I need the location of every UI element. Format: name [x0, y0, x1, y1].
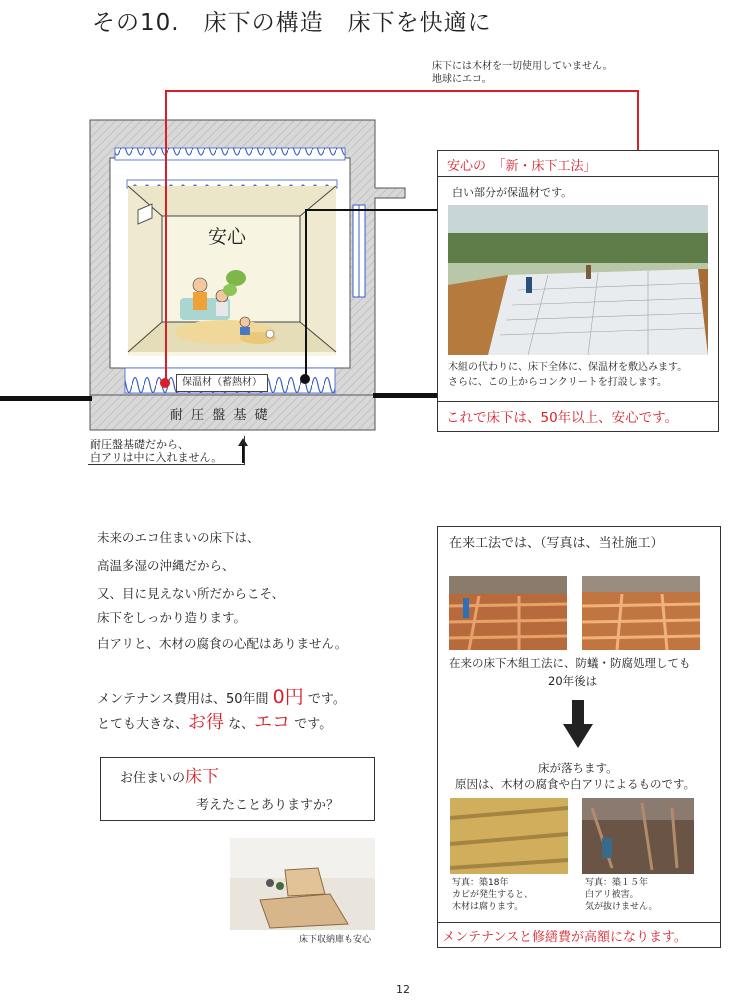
eco-line [97, 708, 332, 734]
construction-photo [448, 205, 708, 355]
damage-photo-2 [582, 798, 694, 874]
eco-prefix: とても大きな、 [97, 717, 189, 732]
foundation-label: 耐 圧 盤 基 礎 [170, 408, 270, 423]
bottom-note-line2: 白アリは中に入れません。 [90, 451, 223, 464]
damage-caption-a-line2: カビが発生すると、 [452, 890, 534, 900]
old-method-result-line1: 床が落ちます。 [538, 761, 618, 775]
old-method-footer: メンテナンスと修繕費が高額になります。 [442, 930, 687, 945]
text-line-1: 未来のエコ住まいの床下は、 [97, 530, 260, 545]
question-highlight: 床下 [185, 767, 220, 787]
question-prefix: お住まいの [120, 771, 186, 786]
old-photo-2 [582, 576, 700, 650]
footer-divider [437, 401, 719, 402]
old-method-desc-line2: 20年後は [548, 674, 598, 688]
down-arrow-icon [563, 724, 593, 748]
maintenance-prefix: メンテナンス費用は、50年間 [97, 692, 273, 707]
new-method-desc-line1: 木組の代わりに、床下全体に、保温材を敷込みます。 [448, 362, 688, 373]
new-method-footer: これで床下は、50年以上、安心です。 [446, 410, 679, 426]
house-section-diagram [0, 100, 430, 445]
red-connector-top [165, 90, 639, 92]
damage-caption-a-line3: 木材は腐ります。 [452, 902, 524, 912]
question-line1 [120, 762, 219, 787]
maintenance-highlight: 0円 [272, 686, 304, 708]
new-method-photo-caption: 白い部分が保温材です。 [452, 186, 573, 199]
room-label: 安心 [208, 226, 247, 248]
damage-caption-b-line2: 白アリ被害。 [585, 890, 639, 900]
storage-photo [230, 838, 375, 930]
old-method-desc-line1: 在来の床下木組工法に、防蟻・防腐処理しても [449, 656, 691, 670]
maintenance-line [97, 682, 346, 709]
damage-photo-1 [450, 798, 568, 874]
old-method-heading: 在来工法では、（写真は、当社施工） [449, 536, 664, 551]
text-line-2: 高温多湿の沖縄だから、 [97, 558, 235, 573]
text-line-3: 又、目に見えない所だからこそ、 [97, 586, 285, 601]
old-method-result-line2: 原因は、木材の腐食や白アリによるものです。 [455, 777, 696, 791]
question-line2: 考えたことありますか？ [196, 798, 340, 813]
new-method-heading: 安心の 「新・床下工法」 [447, 159, 597, 174]
page-number: 12 [396, 983, 410, 996]
new-method-desc-line2: さらに、この上からコンクリートを打設します。 [448, 377, 667, 388]
top-note-line1: 床下には木材を一切使用していません。 [432, 61, 613, 72]
black-dot-left [300, 374, 310, 384]
bottom-note-line1: 耐圧盤基礎だから、 [90, 438, 189, 451]
page-title: その10. 床下の構造 床下を快適に [92, 10, 492, 36]
old-photo-1 [449, 576, 567, 650]
text-line-4: 床下をしっかり造ります。 [97, 610, 247, 625]
damage-caption-b-line3: 気が抜けません。 [585, 902, 658, 912]
eco-highlight-1: お得 [188, 712, 225, 733]
ground-line-right [373, 393, 439, 398]
red-connector-vertical-left [165, 90, 167, 386]
heading-divider [437, 176, 719, 177]
eco-suffix: です。 [290, 717, 333, 732]
down-arrow-stem [572, 700, 584, 725]
storage-caption: 床下収納庫も安心 [299, 935, 372, 945]
up-arrow-stem [242, 445, 244, 463]
old-footer-divider [437, 922, 721, 923]
black-connector-vertical-left [305, 209, 307, 379]
text-line-5: 白アリと、木材の腐食の心配はありません。 [97, 636, 348, 651]
eco-highlight-2: エコ [254, 712, 291, 733]
damage-caption-b-line1: 写真：築１５年 [585, 878, 649, 888]
insulation-label: 保温材（蓄熱材） [176, 374, 268, 392]
eco-mid: な、 [224, 717, 255, 732]
maintenance-suffix: です。 [303, 692, 346, 707]
ground-line-left [0, 396, 92, 401]
top-note-line2: 地球にエコ。 [432, 74, 492, 85]
red-dot-left [160, 378, 170, 388]
damage-caption-a-line1: 写真：築18年 [452, 878, 509, 888]
